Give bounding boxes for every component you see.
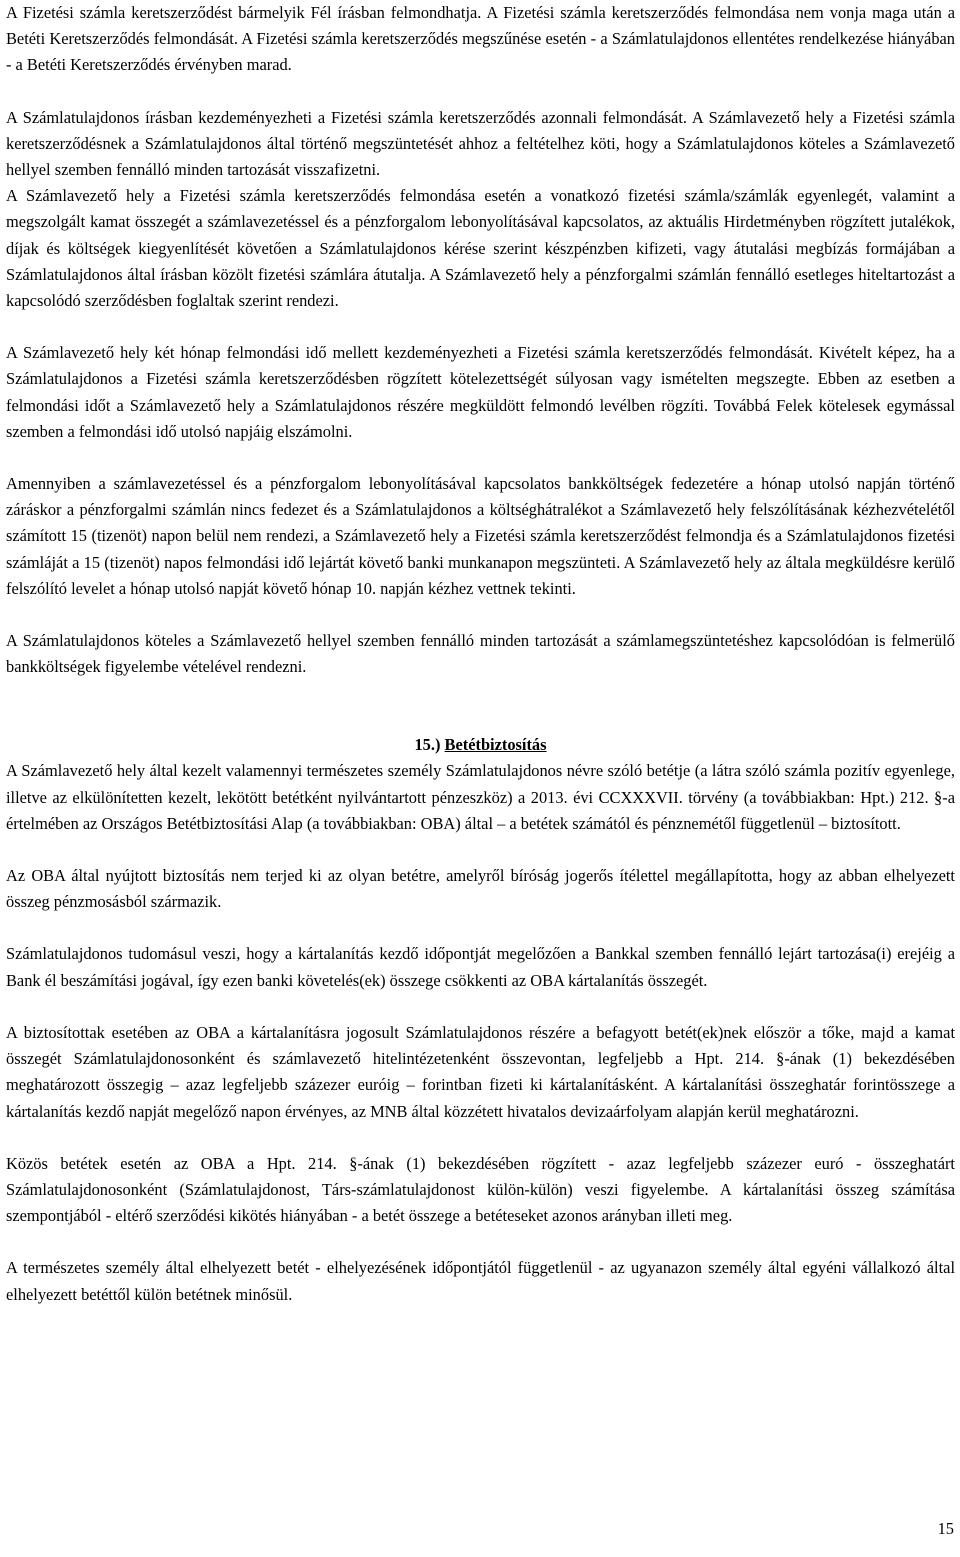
paragraph-bank-notice-period: A Számlavezető hely két hónap felmondási idő mellett kezdeményezheti a Fizetési számla keretszerződés felmondását. Kivételt képez, ha a Számlatulajdonos a Fizetési számla keretszerződésben rögzített kötelezettségét súlyosan vagy ismételten megszegte. Ebben az esetben a felmondási időt a Számlavezető hely a Számlatulajdonos részére megküldött felmondó levélben rögzíti. Továbbá Felek kötelesek egymással szemben a felmondási idő utolsó napjáig elszámolni. xyxy=(6,343,955,441)
paragraph-unpaid-costs: Amennyiben a számlavezetéssel és a pénzforgalom lebonyolításával kapcsolatos bankköltségek fedezetére a hónap utolsó napján történő záráskor a pénzforgalmi számlán nincs fedezet és a Számlatulajdonos a költséghátralékot a Számlavezető hely felszólításának kézhezvételétől számított 15 (tizenöt) napon belül nem rendezi, a Számlavezető hely a Fizetési számla keretszerződést felmondja és a Számlatulajdonos fizetési számláját a 15 (tizenöt) napos felmondási idő lejártát követő banki munkanapon megszünteti. A Számlavezető hely az általa megküldésre kerülő felszólító levelet a hónap utolsó napját követő hónap 10. napján kézhez vettnek tekinti. xyxy=(6,474,955,598)
document-page xyxy=(6,0,955,1308)
paragraph-joint-deposits: Közös betétek esetén az OBA a Hpt. 214. §-ának (1) bekezdésében rögzített - azaz legfeljebb százezer euró - összeghatárt Számlatulajdonosonként (Számlatulajdonost, Társ-számlatulajdonost külön-külön) veszi figyelembe. A kártalanítási összeg számítása szempontjából - eltérő szerződési kikötés hiányában - a betét összege a betéteseket azonos arányban illeti meg. xyxy=(6,1153,955,1226)
paragraph-termination-by-any-party: A Fizetési számla keretszerződést bármelyik Fél írásban felmondhatja. A Fizetési számla keretszerződés felmondása nem vonja maga után a Betéti Keretszerződés felmondását. A Fizetési számla keretszerződés megszűnése esetén - a Számlatulajdonos ellentétes rendelkezése hiányában - a Betéti Keretszerződés érvényben marad. xyxy=(6,3,955,75)
paragraph-deposit-insurance-scope: A Számlavezető hely által kezelt valamennyi természetes személy Számlatulajdonos névre szóló betétje (a látra szóló számla pozitív egyenlege, illetve az elkülönítetten kezelt, lekötött betétként nyilvántartott pénzeszköz) a 2013. évi CCXXXVII. törvény (a továbbiakban: Hpt.) 212. §-a értelmében az Országos Betétbiztosítási Alap (a továbbiakban: OBA) által – a betétek számától és pénznemétől függetlenül – biztosított. xyxy=(6,761,955,833)
paragraph-compensation-limit: A biztosítottak esetében az OBA a kártalanításra jogosult Számlatulajdonos részére a befagyott betét(ek)nek először a tőke, majd a kamat összegét Számlatulajdonosonként és számlavezető hitelintézetenként összevontan, legfeljebb a Hpt. 214. §-ának (1) bekezdésében meghatározott összegig – azaz legfeljebb százezer euróig – forintban fizeti ki kártalanításként. A kártalanítási összeghatár forintösszege a kártalanítás kezdő napját megelőző napon érvényes, az MNB által közzétett hivatalos devizaárfolyam alapján kerül meghatározni. xyxy=(6,1022,955,1121)
paragraph-settle-debts: A Számlatulajdonos köteles a Számlavezető hellyel szemben fennálló minden tartozását a számlamegszüntetéshez kapcsolódóan is felmerülő bankköltségek figyelembe vételével rendezni. xyxy=(6,631,955,677)
paragraph-money-laundering-exclusion: Az OBA által nyújtott biztosítás nem terjed ki az olyan betétre, amelyről bíróság jogerős ítélettel megállapította, hogy az abban elhelyezett összeg pénzmosásból származik. xyxy=(6,866,955,912)
page-number: 15 xyxy=(937,1519,954,1538)
paragraph-settlement-on-termination: A Számlavezető hely a Fizetési számla keretszerződés felmondása esetén a vonatkozó fizetési számla/számlák egyenlegét, valamint a megszolgált kamat összegét a számlavezetéssel és a pénzforgalom lebonyolításával kapcsolatos, az aktuális Hirdetményben rögzített jutalékok, díjak és költségek kiegyenlítését követően a Számlatulajdonos kérése szerint készpénzben kifizeti, vagy átutalási megbízás formájában a Számlatulajdonos által írásban közölt fizetési számlára átutalja. A Számlavezető hely a pénzforgalmi számlán fennálló esetleges hiteltartozást a kapcsolódó szerződésben foglaltak szerint rendezi. xyxy=(6,186,955,311)
section-title: Betétbiztosítás xyxy=(444,735,547,755)
paragraph-set-off-right: Számlatulajdonos tudomásul veszi, hogy a kártalanítás kezdő időpontját megelőzően a Bankkal szemben fennálló lejárt tartozása(i) erejéig a Bank él beszámítási jogával, így ezen banki követelés(ek) összege csökkenti az OBA kártalanítás összegét. xyxy=(6,944,955,990)
paragraph-immediate-termination: A Számlatulajdonos írásban kezdeményezheti a Fizetési számla keretszerződés azonnali felmondását. A Számlavezető hely a Fizetési számla keretszerződésnek a Számlatulajdonos által történő megszüntetését ahhoz a feltételhez köti, hogy a Számlatulajdonos köteles a Számlavezető hellyel szemben fennálló minden tartozását visszafizetni. xyxy=(6,107,955,180)
section-number: 15.) xyxy=(414,735,441,755)
paragraph-sole-trader-deposit: A természetes személy által elhelyezett betét - elhelyezésének időpontjától függetlenül - az ugyanazon személy által egyéni vállalkozó által elhelyezett betéttől külön betétnek minősül. xyxy=(6,1258,955,1304)
section-heading xyxy=(6,732,955,758)
